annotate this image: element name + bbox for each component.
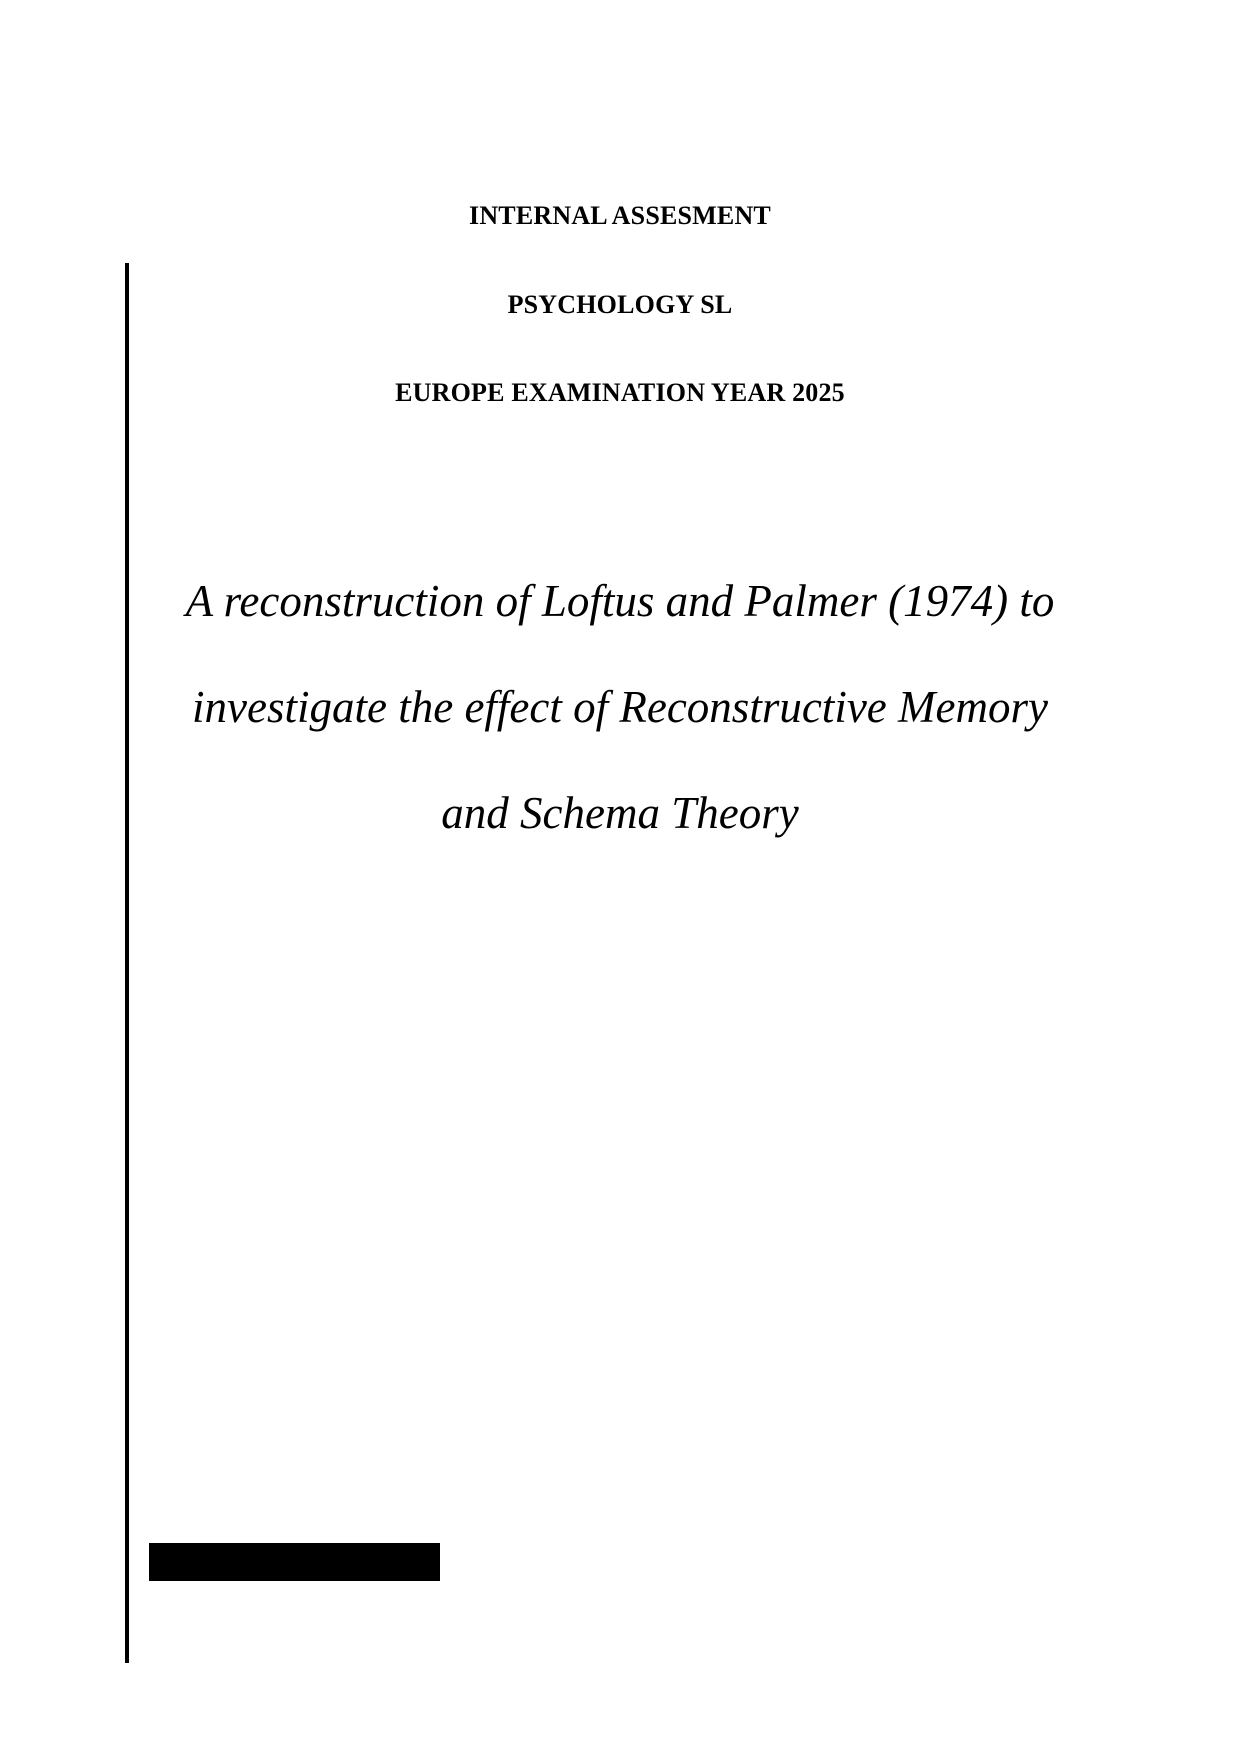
subject-heading: PSYCHOLOGY SL (507, 290, 733, 319)
title-line-2: investigate the effect of Reconstructive Memory (192, 682, 1048, 732)
title-line-1: A reconstruction of Loftus and Palmer (1974) to (185, 576, 1055, 626)
left-margin-rule (125, 263, 129, 1663)
document-title (130, 548, 1110, 866)
title-line-3: and Schema Theory (441, 788, 799, 838)
assessment-type-heading: INTERNAL ASSESMENT (469, 201, 771, 230)
exam-session-heading: EUROPE EXAMINATION YEAR 2025 (395, 378, 845, 407)
redaction-bar (149, 1543, 440, 1581)
